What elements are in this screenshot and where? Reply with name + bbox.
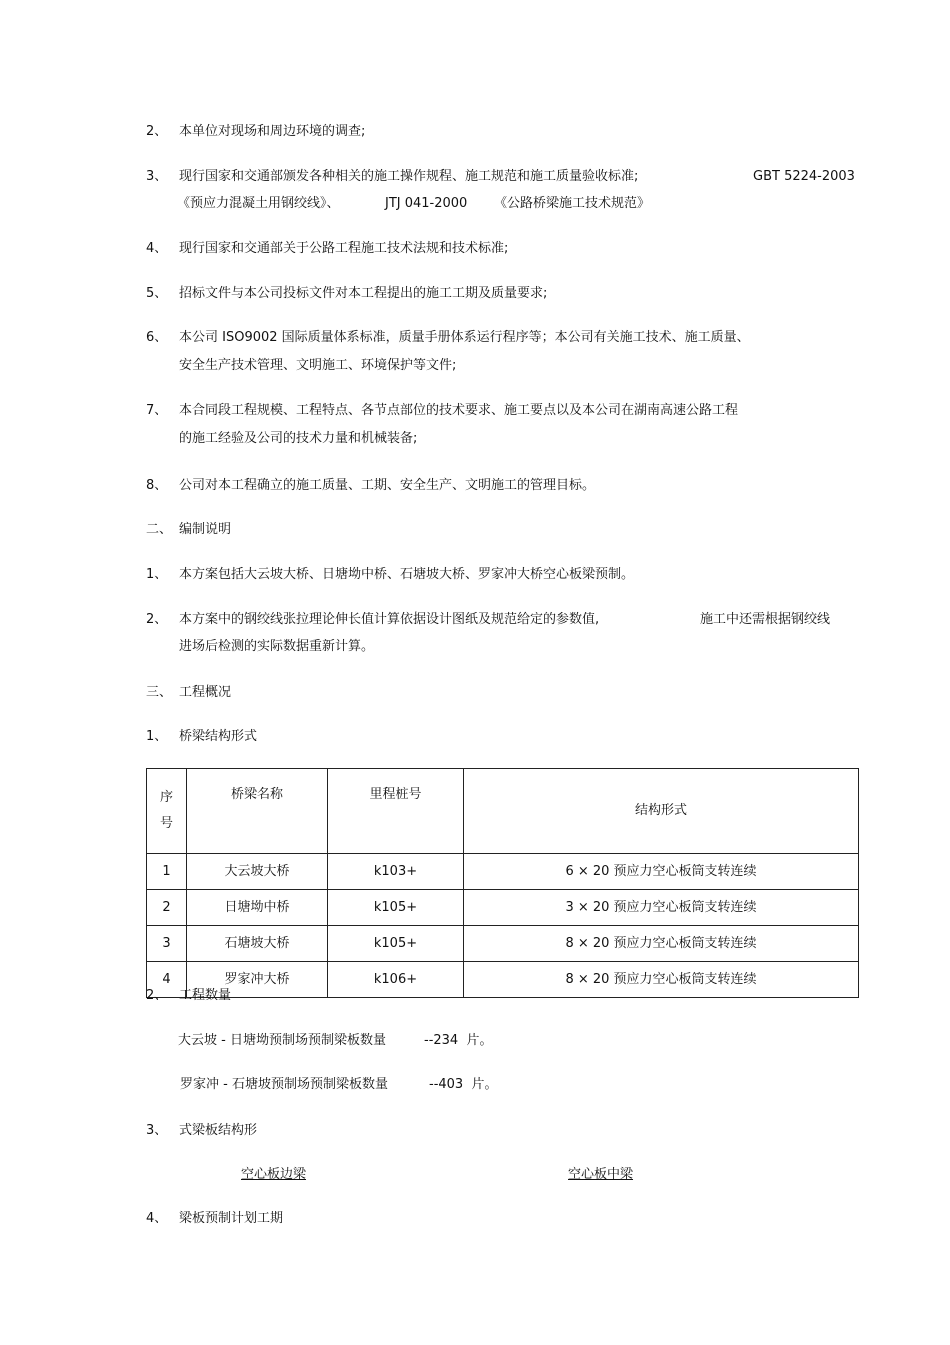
subsection-title: 桥梁结构形式 xyxy=(179,729,258,744)
list-item-text: 进场后检测的实际数据重新计算。 xyxy=(179,639,375,654)
list-item-text: 施工中还需根据钢绞线 xyxy=(700,612,831,627)
standard-title: 《公路桥梁施工技术规范》 xyxy=(494,196,651,211)
list-number: 7、 xyxy=(146,403,168,418)
list-number: 3、 xyxy=(146,1123,168,1138)
cell-name: 石塘坡大桥 xyxy=(187,926,328,962)
subsection-title: 梁板预制计划工期 xyxy=(179,1211,284,1226)
basis-item-text: 公司对本工程确立的施工质量、工期、安全生产、文明施工的管理目标。 xyxy=(179,478,596,493)
list-item-text: 本方案中的钢绞线张拉理论伸长值计算依据设计图纸及规范给定的参数值, xyxy=(179,612,600,627)
table-row xyxy=(147,890,859,926)
list-number: 6、 xyxy=(146,330,168,345)
quantity-value: --234 片。 xyxy=(424,1033,493,1048)
table-row xyxy=(147,926,859,962)
basis-item-text: 现行国家和交通部关于公路工程施工技术法规和技术标准; xyxy=(179,241,509,256)
header-mileage: 里程桩号 xyxy=(328,769,464,854)
header-seq xyxy=(147,769,187,854)
list-number: 4、 xyxy=(146,1211,168,1226)
list-number: 8、 xyxy=(146,478,168,493)
header-structure: 结构形式 xyxy=(464,769,859,854)
list-number: 4、 xyxy=(146,241,168,256)
section-title: 编制说明 xyxy=(179,522,232,537)
list-number: 1、 xyxy=(146,567,168,582)
section-number: 三、 xyxy=(146,685,173,700)
standard-title: 《预应力混凝土用钢绞线》、 xyxy=(177,196,340,211)
standard-code: GBT 5224-2003 xyxy=(753,169,855,184)
list-number: 1、 xyxy=(146,729,168,744)
basis-item-text: 本合同段工程规模、工程特点、各节点部位的技术要求、施工要点以及本公司在湖南高速公路工程 xyxy=(179,403,739,418)
standard-code: JTJ 041-2000 xyxy=(385,196,468,211)
cell-mileage: k105+ xyxy=(328,926,464,962)
list-item-text: 本方案包括大云坡大桥、日塘坳中桥、石塘坡大桥、罗家冲大桥空心板梁预制。 xyxy=(179,567,635,582)
header-seq-line: 序 xyxy=(159,790,173,805)
cell-seq: 2 xyxy=(147,890,187,926)
middle-beam-label: 空心板中梁 xyxy=(568,1167,634,1182)
header-seq-line: 号 xyxy=(159,816,173,831)
basis-item-text: 本公司 ISO9002 国际质量体系标准，质量手册体系运行程序等；本公司有关施工技术、施工质量、 xyxy=(179,330,750,345)
list-number: 5、 xyxy=(146,286,168,301)
cell-mileage: k103+ xyxy=(328,854,464,890)
list-number: 2、 xyxy=(146,988,168,1003)
quantity-label: 罗家冲 - 石塘坡预制场预制梁板数量 xyxy=(180,1077,388,1092)
table-row xyxy=(147,962,859,998)
cell-mileage: k106+ xyxy=(328,962,464,998)
cell-name: 大云坡大桥 xyxy=(187,854,328,890)
subsection-title: 工程数量 xyxy=(179,988,232,1003)
bridge-structure-table xyxy=(146,768,859,998)
table-row xyxy=(147,854,859,890)
quantity-label: 大云坡 - 日塘坳预制场预制梁板数量 xyxy=(178,1033,386,1048)
cell-name: 罗家冲大桥 xyxy=(187,962,328,998)
list-number: 3、 xyxy=(146,169,168,184)
basis-item-text: 本单位对现场和周边环境的调查; xyxy=(179,124,366,139)
basis-item-text: 现行国家和交通部颁发各种相关的施工操作规程、施工规范和施工质量验收标准; xyxy=(179,169,639,184)
cell-mileage: k105+ xyxy=(328,890,464,926)
quantity-value: --403 片。 xyxy=(429,1077,498,1092)
cell-structure: 3 × 20 预应力空心板筒支转连续 xyxy=(464,890,859,926)
section-title: 工程概况 xyxy=(179,685,232,700)
cell-structure: 8 × 20 预应力空心板筒支转连续 xyxy=(464,962,859,998)
header-name: 桥梁名称 xyxy=(187,769,328,854)
edge-beam-label: 空心板边梁 xyxy=(241,1167,307,1182)
list-number: 2、 xyxy=(146,612,168,627)
cell-name: 日塘坳中桥 xyxy=(187,890,328,926)
list-number: 2、 xyxy=(146,124,168,139)
cell-seq: 3 xyxy=(147,926,187,962)
table-header-row xyxy=(147,769,859,854)
cell-seq: 1 xyxy=(147,854,187,890)
cell-seq: 4 xyxy=(147,962,187,998)
basis-item-text: 招标文件与本公司投标文件对本工程提出的施工工期及质量要求; xyxy=(179,286,548,301)
section-number: 二、 xyxy=(146,522,173,537)
basis-item-text: 的施工经验及公司的技术力量和机械装备; xyxy=(179,431,418,446)
cell-structure: 8 × 20 预应力空心板筒支转连续 xyxy=(464,926,859,962)
subsection-title: 式梁板结构形 xyxy=(179,1123,258,1138)
basis-item-text: 安全生产技术管理、文明施工、环境保护等文件; xyxy=(179,358,457,373)
cell-structure: 6 × 20 预应力空心板筒支转连续 xyxy=(464,854,859,890)
